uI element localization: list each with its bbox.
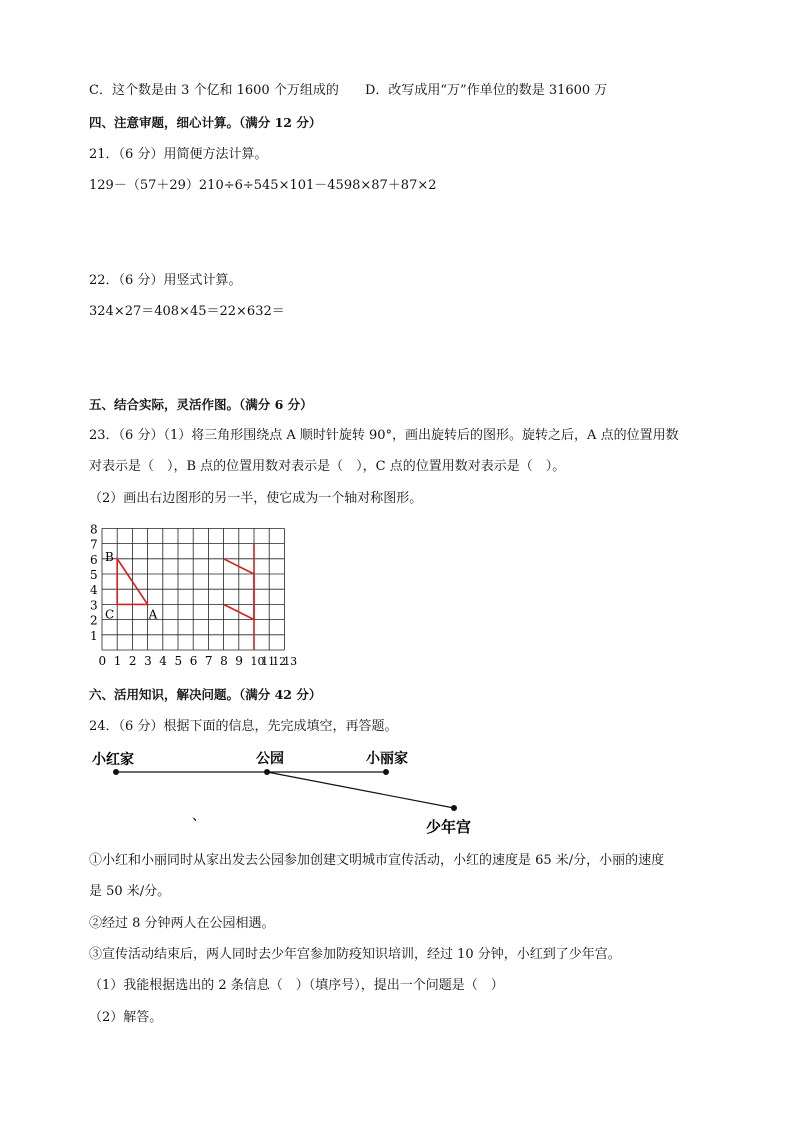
- question-24: 24．（6 分）根据下面的信息，先完成填空，再答题。: [89, 719, 398, 734]
- dot-park: [264, 769, 270, 775]
- x-tick-label: 11: [261, 655, 276, 668]
- stray-mark: 、: [192, 808, 206, 824]
- x-tick-label: 5: [174, 654, 183, 668]
- dot-palace: [451, 805, 457, 811]
- dot-xiaohong-home: [113, 769, 119, 775]
- section-5-heading: 五、结合实际，灵活作图。（满分 6 分）: [89, 397, 313, 412]
- question-23-line-2: 对表示是（ ），B 点的位置用数对表示是（ ），C 点的位置用数对表示是（ ）。: [89, 459, 566, 474]
- question-23-part-2: （2）画出右边图形的另一半，使它成为一个轴对称图形。: [89, 491, 423, 506]
- grid-lines: [102, 528, 284, 650]
- section-4-heading: 四、注意审题，细心计算。（满分 12 分）: [89, 115, 322, 130]
- y-tick-label: 4: [90, 583, 98, 598]
- info-1-line-1: ①小红和小丽同时从家出发去公园参加创建文明城市宣传活动，小红的速度是 65 米/分，小丽的速度: [89, 853, 665, 868]
- section-6-heading: 六、活用知识，解决问题。（满分 42 分）: [89, 687, 322, 702]
- y-tick-label: 5: [90, 568, 98, 582]
- info-3: ③宣传活动结束后，两人同时去少年宫参加防疫知识培训，经过 10 分钟，小红到了少年宫。: [89, 947, 621, 962]
- route-map: [86, 740, 506, 840]
- point-label-b: B: [105, 549, 114, 564]
- x-tick-label: 9: [235, 654, 243, 668]
- y-tick-label: 2: [90, 613, 98, 628]
- y-tick-label: 6: [90, 552, 98, 567]
- point-label-c: C: [105, 607, 115, 622]
- question-22: 22．（6 分）用竖式计算。: [89, 273, 242, 288]
- question-23-line-1: 23．（6 分）（1）将三角形围绕点 A 顺时针旋转 90°，画出旋转后的图形。旋转之后，A 点的位置用数: [89, 428, 679, 443]
- x-tick-label: 4: [159, 654, 167, 668]
- x-tick-label: 1: [113, 654, 122, 668]
- sub-question-1: （1）我能根据选出的 2 条信息（ ）（填序号），提出一个问题是（ ）: [89, 978, 504, 993]
- info-1-line-2: 是 50 米/分。: [89, 884, 171, 899]
- label-park: 公园: [256, 751, 284, 767]
- label-xiaoli-home: 小丽家: [366, 751, 408, 767]
- sub-question-2: （2）解答。: [89, 1010, 163, 1025]
- x-tick-label: 3: [144, 654, 152, 668]
- info-2: ②经过 8 分钟两人在公园相遇。: [89, 916, 275, 931]
- x-tick-label: 12: [272, 655, 287, 668]
- y-tick-label: 3: [90, 598, 98, 613]
- x-tick-label: 13: [283, 655, 298, 668]
- x-tick-label: 7: [204, 654, 213, 668]
- y-axis-labels: [90, 522, 98, 642]
- x-tick-label: 8: [220, 654, 228, 668]
- y-tick-label: 1: [90, 628, 98, 643]
- dot-xiaoli-home: [383, 769, 389, 775]
- options-row: [89, 82, 607, 100]
- question-22-expressions: 324×27＝408×45＝22×632＝: [89, 304, 285, 319]
- x-tick-label: 2: [128, 654, 137, 668]
- option-d: D．改写成用“万”作单位的数是 31600 万: [364, 83, 608, 98]
- road-to-palace: [267, 772, 454, 808]
- y-tick-label: 7: [90, 537, 98, 552]
- coordinate-grid: [86, 522, 326, 670]
- x-tick-label: 0: [98, 654, 107, 668]
- option-c: C．这个数是由 3 个亿和 1600 个万组成的: [89, 83, 339, 98]
- y-tick-label: 8: [90, 522, 98, 537]
- point-label-a: A: [148, 607, 158, 622]
- label-xiaohong-home: 小红家: [92, 752, 134, 768]
- x-axis-labels: [99, 654, 298, 668]
- question-21: 21．（6 分）用简便方法计算。: [89, 147, 268, 162]
- x-tick-label: 10: [250, 655, 265, 668]
- question-21-expressions: 129－（57＋29）210÷6÷545×101－4598×87＋87×2: [89, 178, 437, 193]
- label-youth-palace: 少年宫: [426, 818, 472, 836]
- x-tick-label: 6: [189, 654, 198, 668]
